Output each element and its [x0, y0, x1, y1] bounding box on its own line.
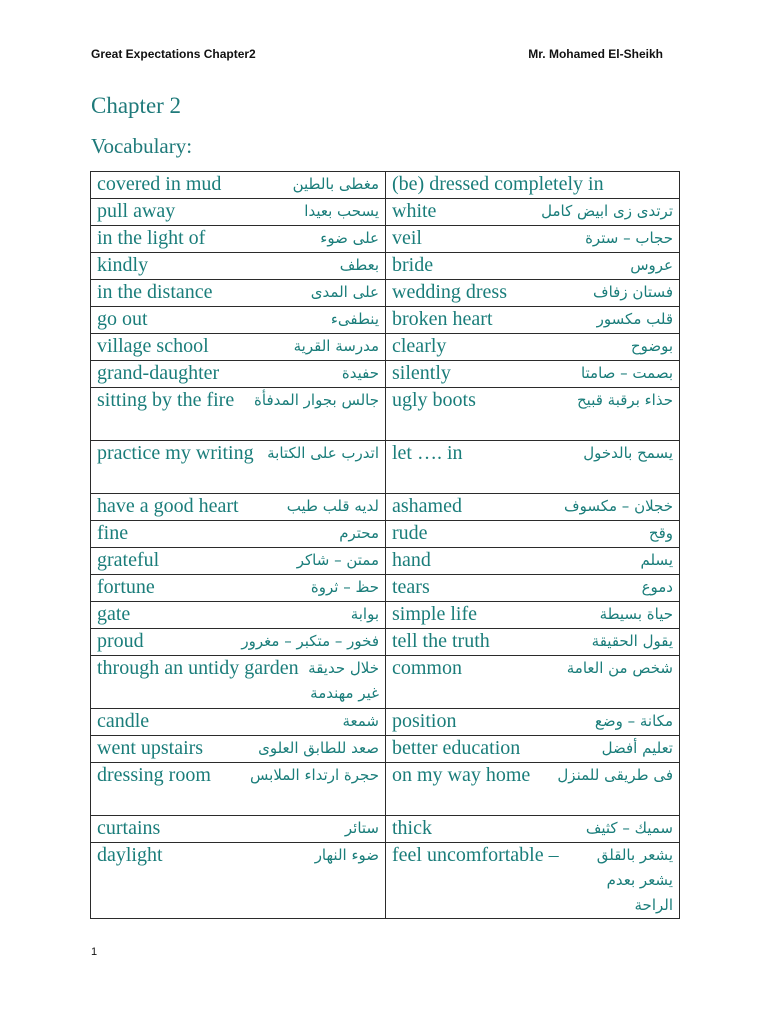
english-term: silently [392, 362, 451, 384]
vocab-cell [386, 763, 680, 816]
arabic-translation: يقول الحقيقة [591, 632, 673, 650]
arabic-translation: حجاب – سترة [585, 229, 673, 247]
vocab-row [91, 602, 680, 629]
english-term: thick [392, 817, 432, 839]
english-term: simple life [392, 603, 477, 625]
arabic-translation: شخص من العامة [566, 659, 673, 677]
vocab-row [91, 280, 680, 307]
vocab-cell [91, 843, 386, 919]
english-term: in the distance [97, 281, 213, 303]
english-term: on my way home [392, 764, 531, 786]
arabic-translation: مكانة – وضع [594, 712, 673, 730]
vocab-cell [91, 388, 386, 441]
vocab-cell [386, 388, 680, 441]
english-term: dressing room [97, 764, 211, 786]
english-term: proud [97, 630, 144, 652]
arabic-translation: بصمت – صامتا [580, 364, 673, 382]
english-term: tell the truth [392, 630, 490, 652]
arabic-translation: حجرة ارتداء الملابس [250, 766, 379, 784]
vocab-cell [386, 709, 680, 736]
vocab-cell [91, 199, 386, 226]
vocab-cell [91, 709, 386, 736]
english-term: through an untidy garden [97, 657, 299, 679]
vocab-cell [386, 843, 680, 919]
vocab-row [91, 521, 680, 548]
english-term: bride [392, 254, 434, 276]
english-term: fortune [97, 576, 155, 598]
vocab-row [91, 629, 680, 656]
vocab-row [91, 199, 680, 226]
english-term: ashamed [392, 495, 462, 517]
arabic-translation: بعطف [339, 256, 379, 274]
english-term: fine [97, 522, 129, 544]
arabic-translation: جالس بجوار المدفأة [254, 391, 379, 409]
vocab-cell [91, 548, 386, 575]
vocab-row [91, 172, 680, 199]
vocab-cell [91, 253, 386, 280]
english-term: grateful [97, 549, 160, 571]
arabic-translation: بوابة [350, 605, 379, 623]
arabic-translation: ترتدى زى ابيض كامل [541, 202, 673, 220]
arabic-translation: سميك – كثيف [585, 819, 673, 837]
vocab-cell [386, 656, 680, 709]
english-term: have a good heart [97, 495, 239, 517]
vocab-cell [91, 629, 386, 656]
arabic-translation: تعليم أفضل [601, 739, 673, 757]
arabic-translation: خجلان – مكسوف [564, 497, 673, 515]
arabic-translation: خلال حديقة غير مهندمة [308, 659, 379, 702]
vocab-cell [91, 575, 386, 602]
english-term: better education [392, 737, 521, 759]
arabic-translation: اتدرب على الكتابة [267, 444, 379, 462]
english-term: clearly [392, 335, 447, 357]
english-term: sitting by the fire [97, 389, 235, 411]
vocab-cell [91, 763, 386, 816]
english-term: village school [97, 335, 209, 357]
arabic-translation: حفيدة [341, 364, 379, 382]
vocab-cell [386, 575, 680, 602]
vocab-cell [91, 334, 386, 361]
arabic-translation: حذاء برقبة قبيح [577, 391, 673, 409]
english-term: (be) dressed completely in [392, 173, 604, 195]
vocab-cell [386, 629, 680, 656]
vocab-cell [386, 736, 680, 763]
vocab-cell [386, 280, 680, 307]
vocab-row [91, 494, 680, 521]
arabic-translation: صعد للطابق العلوى [258, 739, 379, 757]
vocab-cell [386, 816, 680, 843]
section-title: Vocabulary: [91, 134, 193, 158]
vocab-row [91, 253, 680, 280]
vocab-cell [91, 361, 386, 388]
arabic-translation: على المدى [310, 283, 379, 301]
vocab-row [91, 226, 680, 253]
english-term: gate [97, 603, 131, 625]
vocab-row [91, 736, 680, 763]
chapter-title: Chapter 2 [91, 93, 182, 118]
vocab-cell [386, 226, 680, 253]
vocab-cell [386, 199, 680, 226]
english-term: grand-daughter [97, 362, 220, 384]
english-term: covered in mud [97, 173, 222, 195]
arabic-translation: دموع [641, 578, 673, 596]
vocab-row [91, 656, 680, 709]
vocab-cell [386, 172, 680, 199]
vocab-cell [91, 226, 386, 253]
english-term: position [392, 710, 457, 732]
english-term: broken heart [392, 308, 493, 330]
arabic-translation: ممتن – شاكر [296, 551, 379, 569]
arabic-translation: على ضوء [320, 229, 379, 247]
arabic-translation: مدرسة القرية [293, 337, 379, 355]
vocab-cell [91, 494, 386, 521]
english-term: pull away [97, 200, 176, 222]
arabic-translation: حياة بسيطة [599, 605, 673, 623]
vocab-cell [91, 307, 386, 334]
english-term: white [392, 200, 437, 222]
arabic-translation: يسمح بالدخول [583, 444, 673, 462]
arabic-translation: بوضوح [630, 337, 673, 355]
english-term: veil [392, 227, 422, 249]
vocab-row [91, 575, 680, 602]
arabic-translation: شمعة [342, 712, 379, 730]
arabic-translation: فستان زفاف [593, 283, 673, 301]
english-term: ugly boots [392, 389, 476, 411]
arabic-translation: حظ – ثروة [310, 578, 379, 596]
vocab-cell [91, 521, 386, 548]
arabic-translation: لديه قلب طيب [286, 497, 379, 515]
vocab-cell [386, 494, 680, 521]
vocab-cell [386, 521, 680, 548]
vocabulary-table [90, 171, 680, 919]
vocab-row [91, 843, 680, 919]
english-term: in the light of [97, 227, 206, 249]
vocab-cell [91, 736, 386, 763]
arabic-translation: مغطى بالطين [292, 175, 379, 193]
english-term: go out [97, 308, 148, 330]
vocab-cell [386, 307, 680, 334]
vocab-cell [91, 280, 386, 307]
english-term: feel uncomfortable – [392, 844, 559, 866]
arabic-translation: عروس [630, 256, 673, 274]
arabic-translation: ضوء النهار [314, 846, 379, 864]
vocab-cell [386, 441, 680, 494]
vocab-row [91, 334, 680, 361]
vocab-cell [91, 602, 386, 629]
vocab-row [91, 388, 680, 441]
english-term: let …. in [392, 442, 463, 464]
arabic-translation: يسحب بعيدا [304, 202, 379, 220]
arabic-translation: يسلم [640, 551, 673, 569]
vocab-cell [386, 602, 680, 629]
vocab-row [91, 441, 680, 494]
arabic-translation: محترم [339, 524, 379, 542]
vocab-cell [91, 656, 386, 709]
vocab-row [91, 548, 680, 575]
arabic-translation: فخور – متكبر – مغرور [241, 632, 379, 650]
english-term: practice my writing [97, 442, 254, 464]
english-term: candle [97, 710, 150, 732]
vocab-cell [386, 334, 680, 361]
vocab-cell [91, 172, 386, 199]
english-term: rude [392, 522, 428, 544]
english-term: tears [392, 576, 430, 598]
english-term: daylight [97, 844, 163, 866]
vocab-cell [386, 548, 680, 575]
vocab-cell [91, 441, 386, 494]
vocab-row [91, 709, 680, 736]
vocab-cell [386, 253, 680, 280]
english-term: hand [392, 549, 431, 571]
vocab-row [91, 763, 680, 816]
page-number: 1 [91, 946, 98, 958]
arabic-translation: ستائر [344, 819, 379, 837]
vocab-row [91, 307, 680, 334]
header-document-title: Great Expectations Chapter2 [91, 47, 256, 61]
vocab-cell [386, 361, 680, 388]
arabic-translation: ينطفىء [330, 310, 379, 328]
header-author: Mr. Mohamed El-Sheikh [528, 47, 663, 61]
english-term: kindly [97, 254, 149, 276]
arabic-translation: يشعر بالقلق يشعر بعدم الراحة [596, 846, 673, 914]
arabic-translation: فى طريقى للمنزل [557, 766, 673, 784]
vocab-cell [91, 816, 386, 843]
vocab-row [91, 361, 680, 388]
arabic-translation: وقح [648, 524, 673, 542]
english-term: went upstairs [97, 737, 204, 759]
vocab-row [91, 816, 680, 843]
arabic-translation: قلب مكسور [596, 310, 673, 328]
english-term: curtains [97, 817, 161, 839]
english-term: wedding dress [392, 281, 507, 303]
english-term: common [392, 657, 462, 679]
